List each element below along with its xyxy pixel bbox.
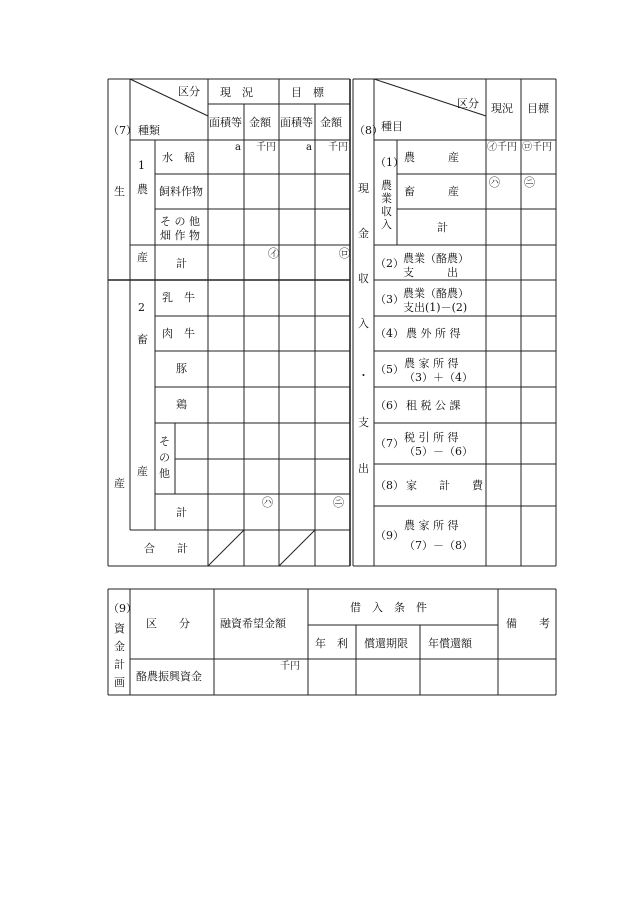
s9-row-label: 酪農振興資金	[136, 670, 202, 683]
s8-col-genkyo: 現況	[491, 102, 513, 115]
s7-col-mokuhyo: 目 標	[291, 86, 324, 99]
s8-r1-chikusan: 畜 産	[404, 185, 459, 198]
s8-r3-line1: 農業（酪農）	[403, 287, 469, 300]
s8-mark-ni: ㋥	[524, 176, 535, 189]
s9-side-2: 金	[114, 640, 125, 653]
s7-mark-ni: ㋥	[333, 496, 344, 509]
s9-col-biko: 備 考	[506, 617, 550, 630]
s7-chiku-num: 2	[138, 301, 145, 314]
s8-r4-num: （4）	[375, 327, 404, 340]
s8-r9-line2: （7）－（8）	[404, 539, 473, 552]
s9-side-3: 計	[114, 658, 125, 671]
s8-r1-num: （1）	[375, 156, 404, 169]
s8-r6-num: （6）	[375, 399, 404, 412]
s8-r7-num: （7）	[375, 437, 404, 450]
s8-r4-label: 農 外 所 得	[406, 327, 461, 340]
s8-side-char-5: ・	[358, 369, 369, 382]
s9-side-4: 画	[114, 676, 125, 689]
s8-r9-num: （9）	[375, 529, 404, 542]
s8-mark-ro-yen: ㋺千円	[522, 142, 552, 153]
s7-heading-kubun: 区分	[178, 85, 200, 98]
s7-mark-ro: ㋺	[339, 247, 350, 260]
s8-mark-i-yen: ㋑千円	[487, 142, 517, 153]
s7-row-tori: 鶏	[176, 398, 187, 411]
s8-side-char-1: 現	[358, 182, 369, 195]
s8-r5-line1: 農 家 所 得	[404, 357, 459, 370]
s7-row-kei-2: 計	[176, 506, 187, 519]
s7-sonota-char-2: の	[159, 451, 170, 464]
s8-r7-line2: （5）－（6）	[404, 445, 473, 458]
s9-unit-yen: 千円	[280, 661, 300, 672]
s7-side-san: 産	[114, 477, 125, 490]
s7-mark-ha: ㋩	[262, 496, 273, 509]
section-9-number: （9）	[108, 602, 137, 615]
s8-side-char-3: 収	[358, 272, 369, 285]
s9-col-nenri: 年 利	[315, 637, 348, 650]
s7-row-sonota-1: そ の 他	[160, 215, 200, 228]
s8-side-char-2: 金	[358, 227, 369, 240]
s8-r1-side-4: 入	[381, 218, 392, 231]
s8-r7-line1: 税 引 所 得	[404, 431, 459, 444]
section-7-number: （7）	[108, 124, 137, 137]
s7-mark-i: ㋑	[268, 247, 279, 260]
s9-col-nensho: 年償還額	[428, 637, 472, 650]
s8-r1-side-2: 業	[381, 192, 392, 205]
s7-gokei: 合 計	[144, 542, 188, 555]
s7-sub-kingaku-2: 金額	[320, 116, 342, 129]
s7-chiku-san: 産	[137, 465, 148, 478]
s8-r9-line1: 農 家 所 得	[404, 519, 459, 532]
s7-nogyo-san: 産	[137, 251, 148, 264]
s8-mark-ha: ㋩	[489, 176, 500, 189]
s8-r3-num: （3）	[375, 293, 404, 306]
s9-side-1: 資	[114, 622, 125, 635]
s8-r3-line2: 支出(1)－(2)	[403, 301, 468, 314]
s8-side-char-6: 支	[358, 416, 369, 429]
s7-row-kei: 計	[176, 257, 187, 270]
s7-sub-menseki-2: 面積等	[280, 116, 313, 129]
s8-side-char-4: 入	[358, 317, 369, 330]
s7-row-buta: 豚	[176, 362, 187, 375]
s8-r2-line2: 支 出	[403, 266, 458, 279]
s7-nogyo-num: 1	[138, 159, 145, 172]
s7-unit-yen-2: 千円	[328, 142, 348, 153]
s8-r8-label: 家 計 費	[406, 479, 483, 492]
s8-side-char-7: 出	[358, 462, 369, 475]
s7-row-suito: 水 稲	[162, 151, 195, 164]
s7-row-nikugyu: 肉 牛	[162, 327, 195, 340]
s7-chiku-label: 畜	[137, 333, 148, 346]
s8-r1-nosan: 農 産	[404, 151, 459, 164]
section-7-lines	[108, 79, 353, 566]
s7-col-genkyo: 現 況	[220, 86, 253, 99]
section-8-number: （8）	[354, 124, 383, 137]
s7-row-nyugyu: 乳 牛	[162, 291, 195, 304]
s7-heading-shurui: 種類	[138, 124, 160, 137]
s7-unit-yen-1: 千円	[256, 142, 276, 153]
s9-col-jyoken: 借 入 条 件	[350, 601, 427, 614]
s9-col-kikan: 償還期限	[364, 637, 408, 650]
s8-r1-side-1: 農	[381, 179, 392, 192]
s8-r1-side-3: 収	[381, 205, 392, 218]
s8-r2-num: （2）	[375, 257, 404, 270]
s7-sub-kingaku-1: 金額	[249, 116, 271, 129]
s8-r2-line1: 農業（酪農）	[403, 252, 469, 265]
s9-col-kubun: 区 分	[146, 617, 190, 630]
s8-r8-num: （8）	[375, 479, 404, 492]
s8-r6-label: 租 税 公 課	[406, 399, 461, 412]
s9-col-kibo: 融資希望金額	[220, 617, 286, 630]
s7-sonota-char-1: そ	[159, 435, 170, 448]
s8-r5-num: （5）	[375, 363, 404, 376]
s7-nogyo-label: 農	[137, 183, 148, 196]
s7-sonota-char-3: 他	[159, 467, 170, 480]
s8-heading-kubun: 区分	[457, 97, 479, 110]
s7-unit-a-2: a	[306, 142, 312, 153]
s8-r5-line2: （3）＋（4）	[404, 371, 473, 384]
s7-side-sei: 生	[114, 185, 125, 198]
s8-r1-kei: 計	[437, 221, 448, 234]
s7-row-shiryo: 飼料作物	[159, 185, 203, 198]
s8-heading-shumoku: 種目	[381, 120, 403, 133]
s7-row-sonota-2: 畑 作 物	[160, 229, 200, 242]
s7-sub-menseki-1: 面積等	[209, 116, 242, 129]
s8-col-mokuhyo: 目標	[527, 102, 549, 115]
s7-unit-a-1: a	[235, 142, 241, 153]
